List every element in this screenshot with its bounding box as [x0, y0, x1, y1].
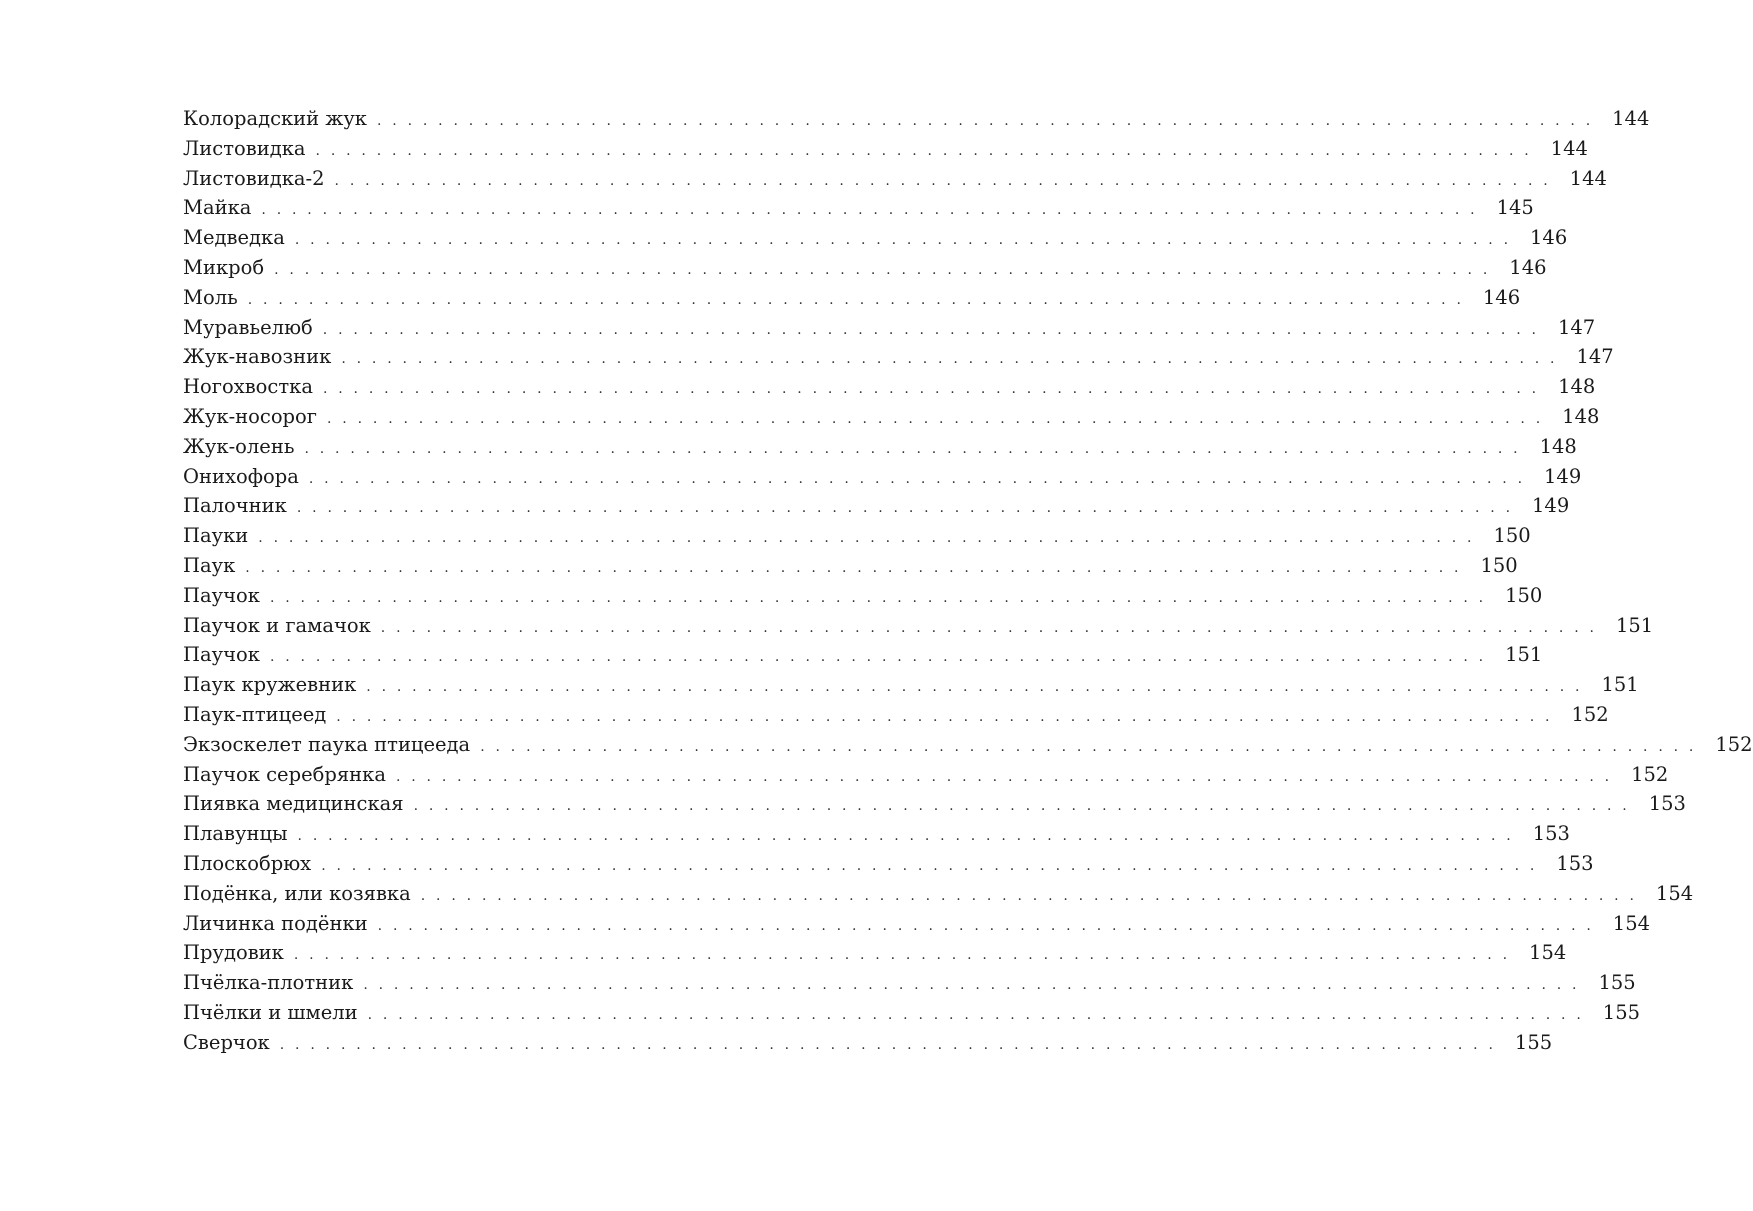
toc-entry: [183, 342, 1614, 372]
toc-entry-page-number: 150: [1493, 524, 1531, 548]
toc-entry-title: Пчёлка-плотник: [183, 971, 354, 995]
toc-entry: [183, 700, 1609, 730]
toc-entry-page-number: 146: [1509, 255, 1547, 279]
toc-entry-title: Пчёлки и шмели: [183, 1000, 358, 1024]
toc-entry-page-number: 145: [1496, 196, 1534, 220]
toc-entry-page-number: 144: [1612, 107, 1650, 130]
toc-entry: [183, 223, 1568, 253]
dot-leader: . . . . . . . . . . . . . . . . . . . . . . . . . . . . . . . . . . . . . . . . . . . . . . . . . . . . . . . . . . . . . . . . . . . . . . . . . . . . . . . .: [294, 232, 1512, 249]
toc-entry: [183, 551, 1518, 581]
toc-entry-title: Майка: [183, 196, 252, 220]
toc-entry-title: Паук: [183, 553, 236, 577]
toc-entry-title: Палочник: [183, 494, 287, 518]
toc-entry-title: Экзоскелет паука птицееда: [183, 732, 471, 756]
toc-entry-page-number: 144: [1569, 166, 1607, 190]
toc-entry-title: Подёнка, или козявка: [183, 881, 411, 905]
toc-entry-title: Жук-носорог: [183, 404, 317, 428]
toc-entry: [183, 521, 1531, 551]
toc-entry: [183, 968, 1636, 998]
dot-leader: . . . . . . . . . . . . . . . . . . . . . . . . . . . . . . . . . . . . . . . . . . . . . . . . . . . . . . . . . . . . . . . . . . . . . . . . . . . . . . . .: [327, 410, 1544, 427]
toc-entry-title: Жук-олень: [183, 434, 295, 458]
toc-entry: [183, 581, 1543, 611]
dot-leader: . . . . . . . . . . . . . . . . . . . . . . . . . . . . . . . . . . . . . . . . . . . . . . . . . . . . . . . . . . . . . . . . . . . . . . . . . . . . . . . .: [297, 828, 1514, 845]
toc-entry-page-number: 152: [1571, 702, 1609, 726]
table-of-contents: [183, 104, 1753, 1058]
toc-entry: [183, 372, 1596, 402]
dot-leader: . . . . . . . . . . . . . . . . . . . . . . . . . . . . . . . . . . . . . . . . . . . . . . . . . . . . . . . . . . . . . . . . . . . . . . . . . . . . . . . .: [366, 679, 1583, 696]
toc-entry: [183, 819, 1570, 849]
dot-leader: . . . . . . . . . . . . . . . . . . . . . . . . . . . . . . . . . . . . . . . . . . . . . . . . . . . . . . . . . . . . . . . . . . . . . . . . . . . . . . . .: [363, 977, 1580, 994]
toc-entry-page-number: 155: [1598, 971, 1636, 995]
toc-entry-title: Муравьелюб: [183, 315, 313, 339]
dot-leader: . . . . . . . . . . . . . . . . . . . . . . . . . . . . . . . . . . . . . . . . . . . . . . . . . . . . . . . . . . . . . . . . . . . . . . . . . . . . . . . .: [304, 440, 1521, 457]
toc-entry-page-number: 151: [1615, 613, 1654, 637]
dot-leader: . . . . . . . . . . . . . . . . . . . . . . . . . . . . . . . . . . . . . . . . . . . . . . . . . . . . . . . . . . . . . . . . . . . . . . . . . . . . . . . .: [308, 470, 1526, 487]
toc-entry: [183, 640, 1543, 670]
dot-leader: . . . . . . . . . . . . . . . . . . . . . . . . . . . . . . . . . . . . . . . . . . . . . . . . . . . . . . . . . . . . . . . . . . . . . . . . . . . . . . . .: [336, 708, 1553, 725]
toc-entry: [183, 104, 1650, 134]
toc-entry-page-number: 153: [1648, 792, 1686, 816]
toc-entry: [183, 432, 1577, 462]
toc-entry-title: Плоскобрюх: [183, 851, 312, 875]
toc-entry-page-number: 154: [1529, 941, 1567, 965]
toc-entry: [183, 1028, 1553, 1058]
toc-entry: [183, 670, 1639, 700]
toc-entry-page-number: 154: [1655, 881, 1694, 905]
dot-leader: . . . . . . . . . . . . . . . . . . . . . . . . . . . . . . . . . . . . . . . . . . . . . . . . . . . . . . . . . . . . . . . . . . . . . . . . . . . . . . . .: [274, 261, 1491, 278]
toc-entry: [183, 134, 1588, 164]
dot-leader: . . . . . . . . . . . . . . . . . . . . . . . . . . . . . . . . . . . . . . . . . . . . . . . . . . . . . . . . . . . . . . . . . . . . . . . . . . . . . . . .: [480, 738, 1697, 755]
toc-entry-page-number: 149: [1544, 464, 1582, 488]
dot-leader: . . . . . . . . . . . . . . . . . . . . . . . . . . . . . . . . . . . . . . . . . . . . . . . . . . . . . . . . . . . . . . . . . . . . . . . . . . . . . . . .: [321, 857, 1538, 874]
dot-leader: . . . . . . . . . . . . . . . . . . . . . . . . . . . . . . . . . . . . . . . . . . . . . . . . . . . . . . . . . . . . . . . . . . . . . . . . . . . . . . . .: [247, 291, 1465, 308]
dot-leader: . . . . . . . . . . . . . . . . . . . . . . . . . . . . . . . . . . . . . . . . . . . . . . . . . . . . . . . . . . . . . . . . . . . . . . . . . . . . . . . .: [380, 619, 1598, 636]
toc-entry: [183, 283, 1521, 313]
toc-entry-page-number: 146: [1482, 285, 1521, 309]
toc-entry-page-number: 155: [1514, 1030, 1553, 1054]
dot-leader: . . . . . . . . . . . . . . . . . . . . . . . . . . . . . . . . . . . . . . . . . . . . . . . . . . . . . . . . . . . . . . . . . . . . . . . . . . . . . . . .: [296, 500, 1514, 517]
dot-leader: . . . . . . . . . . . . . . . . . . . . . . . . . . . . . . . . . . . . . . . . . . . . . . . . . . . . . . . . . . . . . . . . . . . . . . . . . . . . . . . .: [322, 381, 1540, 398]
toc-entry-title: Паучок серебрянка: [183, 762, 386, 786]
toc-entry-page-number: 146: [1530, 226, 1568, 250]
toc-entry: [183, 760, 1669, 790]
toc-entry-page-number: 147: [1576, 345, 1614, 369]
toc-entry-page-number: 152: [1631, 762, 1669, 786]
toc-entry-title: Плавунцы: [183, 822, 288, 846]
toc-entry-page-number: 150: [1480, 553, 1518, 577]
toc-entry: [183, 730, 1753, 760]
toc-entry-title: Ногохвостка: [183, 375, 313, 399]
toc-entry-title: Медведка: [183, 226, 285, 250]
toc-entry-page-number: 153: [1556, 851, 1594, 875]
dot-leader: . . . . . . . . . . . . . . . . . . . . . . . . . . . . . . . . . . . . . . . . . . . . . . . . . . . . . . . . . . . . . . . . . . . . . . . . . . . . . . . .: [334, 172, 1551, 189]
dot-leader: . . . . . . . . . . . . . . . . . . . . . . . . . . . . . . . . . . . . . . . . . . . . . . . . . . . . . . . . . . . . . . . . . . . . . . . . . . . . . . . .: [269, 589, 1487, 606]
toc-entry-title: Паук-птицеед: [183, 702, 327, 726]
dot-leader: . . . . . . . . . . . . . . . . . . . . . . . . . . . . . . . . . . . . . . . . . . . . . . . . . . . . . . . . . . . . . . . . . . . . . . . . . . . . . . . .: [377, 917, 1595, 934]
dot-leader: . . . . . . . . . . . . . . . . . . . . . . . . . . . . . . . . . . . . . . . . . . . . . . . . . . . . . . . . . . . . . . . . . . . . . . . . . . . . . . . .: [245, 559, 1462, 576]
toc-entry: [183, 909, 1651, 939]
toc-entry-title: Личинка подёнки: [183, 911, 368, 935]
toc-entry-title: Паучок: [183, 643, 260, 667]
toc-entry-page-number: 153: [1532, 822, 1570, 846]
toc-entry-title: Пиявка медицинская: [183, 792, 404, 816]
toc-entry: [183, 164, 1607, 194]
toc-entry-title: Жук-навозник: [183, 345, 332, 369]
toc-entry: [183, 611, 1654, 641]
toc-entry: [183, 462, 1582, 492]
toc-entry-title: Пауки: [183, 524, 249, 548]
dot-leader: . . . . . . . . . . . . . . . . . . . . . . . . . . . . . . . . . . . . . . . . . . . . . . . . . . . . . . . . . . . . . . . . . . . . . . . . . . . . . . . .: [395, 768, 1613, 785]
toc-entry-title: Прудовик: [183, 941, 284, 965]
toc-entry-title: Паучок и гамачок: [183, 613, 371, 637]
toc-entry-page-number: 154: [1612, 911, 1651, 935]
toc-entry: [183, 879, 1694, 909]
toc-entry-page-number: 152: [1715, 732, 1753, 756]
dot-leader: . . . . . . . . . . . . . . . . . . . . . . . . . . . . . . . . . . . . . . . . . . . . . . . . . . . . . . . . . . . . . . . . . . . . . . . . . . . . . . . .: [269, 649, 1487, 666]
toc-entry-page-number: 147: [1557, 315, 1596, 339]
dot-leader: . . . . . . . . . . . . . . . . . . . . . . . . . . . . . . . . . . . . . . . . . . . . . . . . . . . . . . . . . . . . . . . . . . . . . . . . . . . . . . . .: [293, 947, 1511, 964]
dot-leader: . . . . . . . . . . . . . . . . . . . . . . . . . . . . . . . . . . . . . . . . . . . . . . . . . . . . . . . . . . . . . . . . . . . . . . . . . . . . . . . .: [261, 202, 1478, 219]
toc-entry-page-number: 151: [1505, 643, 1543, 667]
toc-entry-title: Моль: [183, 285, 238, 309]
toc-entry: [183, 998, 1641, 1028]
toc-entry: [183, 402, 1600, 432]
dot-leader: . . . . . . . . . . . . . . . . . . . . . . . . . . . . . . . . . . . . . . . . . . . . . . . . . . . . . . . . . . . . . . . . . . . . . . . . . . . . . . . .: [315, 142, 1532, 159]
toc-entry: [183, 938, 1567, 968]
toc-entry-title: Паук кружевник: [183, 673, 357, 697]
toc-entry: [183, 253, 1547, 283]
toc-entry-page-number: 149: [1532, 494, 1570, 518]
toc-entry-page-number: 144: [1550, 136, 1588, 160]
toc-entry-title: Листовидка: [183, 136, 306, 160]
dot-leader: . . . . . . . . . . . . . . . . . . . . . . . . . . . . . . . . . . . . . . . . . . . . . . . . . . . . . . . . . . . . . . . . . . . . . . . . . . . . . . . .: [341, 351, 1558, 368]
toc-entry-page-number: 151: [1601, 673, 1639, 697]
toc-entry-page-number: 148: [1562, 404, 1600, 428]
toc-entry: [183, 313, 1596, 343]
dot-leader: . . . . . . . . . . . . . . . . . . . . . . . . . . . . . . . . . . . . . . . . . . . . . . . . . . . . . . . . . . . . . . . . . . . . . . . . . . . . . . . .: [258, 530, 1475, 547]
toc-entry: [183, 491, 1570, 521]
dot-leader: . . . . . . . . . . . . . . . . . . . . . . . . . . . . . . . . . . . . . . . . . . . . . . . . . . . . . . . . . . . . . . . . . . . . . . . . . . . . . . . .: [367, 1006, 1585, 1023]
toc-entry-page-number: 148: [1539, 434, 1577, 458]
toc-entry-title: Паучок: [183, 583, 260, 607]
toc-entry-page-number: 155: [1602, 1000, 1641, 1024]
toc-entry-title: Онихофора: [183, 464, 299, 488]
toc-entry-title: Микроб: [183, 255, 265, 279]
dot-leader: . . . . . . . . . . . . . . . . . . . . . . . . . . . . . . . . . . . . . . . . . . . . . . . . . . . . . . . . . . . . . . . . . . . . . . . . . . . . . . . .: [413, 798, 1630, 815]
toc-entry: [183, 849, 1594, 879]
dot-leader: . . . . . . . . . . . . . . . . . . . . . . . . . . . . . . . . . . . . . . . . . . . . . . . . . . . . . . . . . . . . . . . . . . . . . . . . . . . . . . . .: [420, 887, 1638, 904]
toc-entry-page-number: 148: [1558, 375, 1596, 399]
dot-leader: . . . . . . . . . . . . . . . . . . . . . . . . . . . . . . . . . . . . . . . . . . . . . . . . . . . . . . . . . . . . . . . . . . . . . . . . . . . . . . . .: [279, 1036, 1497, 1053]
toc-entry: [183, 193, 1534, 223]
toc-entry-page-number: 150: [1505, 583, 1543, 607]
toc-entry-title: Листовидка-2: [183, 166, 325, 190]
toc-entry-title: Сверчок: [183, 1030, 270, 1054]
dot-leader: . . . . . . . . . . . . . . . . . . . . . . . . . . . . . . . . . . . . . . . . . . . . . . . . . . . . . . . . . . . . . . . . . . . . . . . . . . . . . . . .: [376, 113, 1594, 129]
toc-entry: [183, 789, 1686, 819]
dot-leader: . . . . . . . . . . . . . . . . . . . . . . . . . . . . . . . . . . . . . . . . . . . . . . . . . . . . . . . . . . . . . . . . . . . . . . . . . . . . . . . .: [322, 321, 1540, 338]
toc-entry-title: Колорадский жук: [183, 107, 367, 130]
